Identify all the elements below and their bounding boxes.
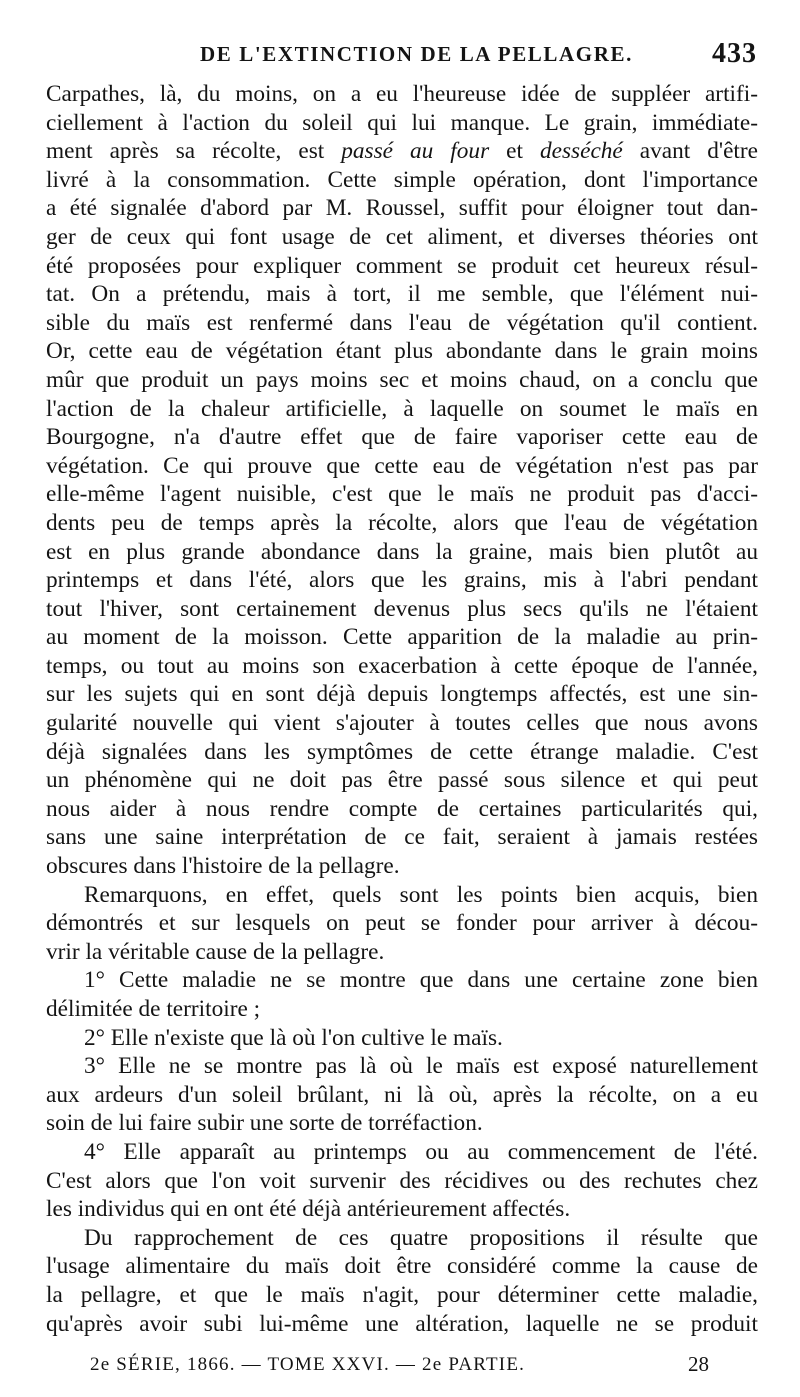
text-line: tat. On a prétendu, mais à tort, il me semble, que l'élément nui- (46, 281, 758, 308)
text-line: livré à la consommation. Cette simple opération, dont l'importance (46, 166, 758, 193)
text-line: gularité nouvelle qui vient s'ajouter à toutes celles que nous avons (46, 710, 758, 737)
italic-phrase: desséché (539, 138, 623, 165)
text-line: Or, cette eau de végétation étant plus abondante dans le grain moins (46, 338, 758, 365)
text-line: l'action de la chaleur artificielle, à laquelle on soumet le maïs en (46, 395, 758, 422)
text-line (46, 137, 758, 166)
text-line: Remarquons, en effet, quels sont les points bien acquis, bien (84, 881, 758, 908)
text-fragment: avant d'être (622, 138, 758, 165)
text-line: la pellagre, et que le maïs n'agit, pour déterminer cette maladie, (46, 1281, 758, 1308)
text-line: sans une saine interprétation de ce fait, seraient à jamais restées (46, 824, 758, 851)
sheet-number: 28 (688, 1352, 709, 1376)
page-footer (0, 1352, 800, 1386)
running-title: DE L'EXTINCTION DE LA PELLAGRE. (200, 42, 633, 66)
body-text (46, 80, 758, 1338)
text-line: elle-même l'agent nuisible, c'est que le maïs ne produit pas d'acci- (46, 481, 758, 508)
text-line: ger de ceux qui font usage de cet aliment, et diverses théories ont (46, 223, 758, 250)
text-line: aux ardeurs d'un soleil brûlant, ni là où, après la récolte, on a eu (46, 1081, 758, 1108)
text-line: Du rapprochement de ces quatre propositions il résulte que (84, 1224, 758, 1251)
text-line: mûr que produit un pays moins sec et moins chaud, on a conclu que (46, 366, 758, 393)
running-head (0, 38, 800, 78)
text-line: végétation. Ce qui prouve que cette eau de végétation n'est pas par (46, 452, 758, 479)
text-fragment: et (489, 138, 540, 165)
text-line: été proposées pour expliquer comment se produit cet heureux résul- (46, 252, 758, 279)
text-line: vrir la véritable cause de la pellagre. (46, 938, 385, 965)
text-line: déjà signalées dans les symptômes de cette étrange maladie. C'est (46, 738, 758, 765)
text-line: délimitée de territoire ; (46, 996, 261, 1022)
text-line: démontrés et sur lesquels on peut se fonder pour arriver à décou- (46, 910, 758, 937)
text-line: un phénomène qui ne doit pas être passé sous silence et qui peut (46, 767, 758, 794)
text-line: 4° Elle apparaît au printemps ou au commencement de l'été. (84, 1138, 758, 1165)
footer-signature: 2e SÉRIE, 1866. — TOME XXVI. — 2e PARTIE. (90, 1354, 526, 1375)
text-fragment: ment après sa récolte, est (46, 138, 342, 165)
text-line: au moment de la moisson. Cette apparition de la maladie au prin- (46, 624, 758, 651)
text-line: 3° Elle ne se montre pas là où le maïs est exposé naturellement (84, 1053, 758, 1080)
page-number: 433 (712, 38, 757, 69)
text-line: sur les sujets qui en sont déjà depuis longtemps affectés, est une sin- (46, 681, 758, 708)
text-line: l'usage alimentaire du maïs doit être considéré comme la cause de (46, 1253, 758, 1280)
text-line: C'est alors que l'on voit survenir des récidives ou des rechutes chez (46, 1167, 758, 1194)
text-line: Carpathes, là, du moins, on a eu l'heureuse idée de suppléer artifi- (46, 81, 758, 107)
text-line: ciellement à l'action du soleil qui lui manque. Le grain, immédiate- (46, 109, 758, 136)
text-line: printemps et dans l'été, alors que les grains, mis à l'abri pendant (46, 567, 758, 594)
text-line: dents peu de temps après la récolte, alors que l'eau de végétation (46, 509, 758, 536)
text-line: qu'après avoir subi lui-même une altération, laquelle ne se produit (46, 1310, 758, 1337)
text-line: 2° Elle n'existe que là où l'on cultive le maïs. (84, 1024, 503, 1051)
text-line: sible du maïs est renfermé dans l'eau de végétation qu'il contient. (46, 309, 758, 336)
text-line: temps, ou tout au moins son exacerbation à cette époque de l'année, (46, 652, 758, 679)
text-line: tout l'hiver, sont certainement devenus plus secs qu'ils ne l'étaient (46, 595, 758, 622)
italic-phrase: passé au four (341, 138, 490, 165)
text-line: soin de lui faire subir une sorte de torréfaction. (46, 1110, 483, 1137)
text-line: est en plus grande abondance dans la graine, mais bien plutôt au (46, 538, 758, 565)
text-line: les individus qui en ont été déjà antérieurement affectés. (46, 1196, 571, 1223)
text-line: 1° Cette maladie ne se montre que dans une certaine zone bien (84, 967, 758, 994)
text-line: obscures dans l'histoire de la pellagre. (46, 853, 400, 880)
text-line: a été signalée d'abord par M. Roussel, suffit pour éloigner tout dan- (46, 195, 758, 222)
text-line: Bourgogne, n'a d'autre effet que de faire vaporiser cette eau de (46, 424, 758, 451)
text-line: nous aider à nous rendre compte de certaines particularités qui, (46, 795, 758, 822)
